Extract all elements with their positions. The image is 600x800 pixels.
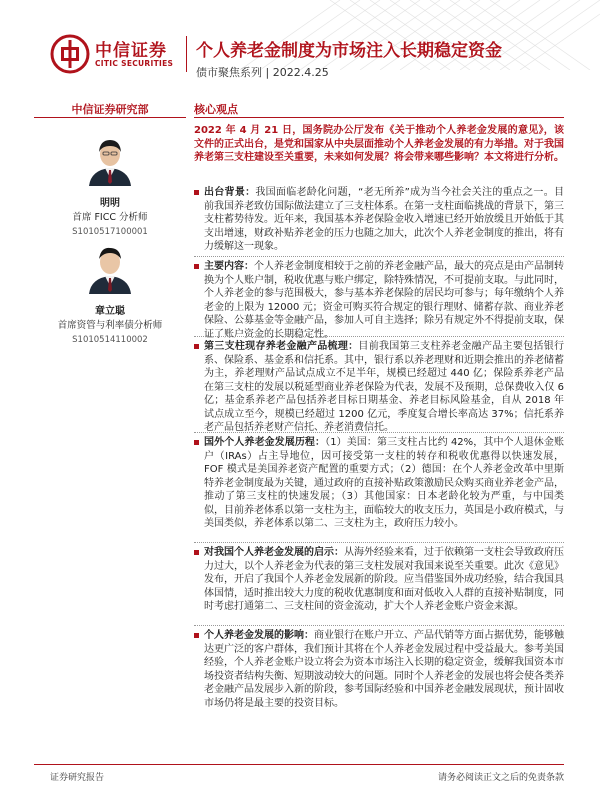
report-header — [0, 0, 600, 110]
key-point-heading: 国外个人养老金发展历程： — [204, 437, 326, 448]
key-point-text: 从海外经验来看，过于依赖第一支柱会导致政府压力过大，以个人养老金为代表的第三支柱发展对我国来说至关重要。此次《意见》发布，开启了我国个人养老金发展新的阶段。应当借鉴国外成功经验，结合我国具体国情，适时推出较大力度的税收优惠制度和面对低收入人群的直接补贴制度，同时考虑打通第二、三支柱间的资金流动，扩大个人养老金账户资金来源。 — [204, 547, 564, 612]
key-point-text: 个人养老金制度相较于之前的养老金融产品，最大的亮点是由产品制转换为个人账户制，税收优惠与账户绑定，除特殊情况，不可提前支取。与此同时，个人养老金的参与范围极大，参与基本养老保险的居民均可参与；每年缴纳个人养老金的上限为 12000 元；资金可购买符合规定的银行理财、储蓄存款、商业养老保险、公募基金等金融产品，参加人可自主选择；除另有规定外不得提前支取，保证了账户资金的长期稳定性。 — [204, 261, 564, 340]
report-meta — [196, 64, 329, 80]
key-point — [194, 340, 564, 435]
key-point-heading: 出台背景： — [204, 187, 256, 198]
footer-report-type: 证券研究报告 — [50, 773, 105, 783]
key-point-heading: 对我国个人养老金发展的启示： — [204, 547, 344, 558]
report-summary: 2022 年 4 月 21 日，国务院办公厅发布《关于推动个人养老金发展的意见》，该文件的正式出台，是党和国家从中央层面推动个人养老金发展的有力举措。对于我国养老第三支柱建设至关重要，未来如何发展？将会带来哪些影响？本文将进行分析。 — [194, 125, 564, 163]
point-divider — [194, 542, 564, 543]
analyst-name: 章立聪 — [95, 306, 125, 317]
analyst-photo — [85, 134, 135, 186]
analyst-photo — [85, 242, 135, 294]
analyst-card — [34, 134, 186, 237]
point-divider — [194, 432, 564, 433]
key-point — [194, 186, 564, 254]
bullet-marker — [194, 264, 199, 269]
footer-rule — [34, 764, 564, 765]
key-point-text: 我国面临老龄化问题，“老无所养”成为当今社会关注的重点之一。目前我国养老致仿国际做法建立了三支柱体系。在第一支柱面临挑战的背景下，第三支柱蓄势待发。近年来，我国基本养老保险金收入增速已经开始放缓且开始低于其支出增速，财政补贴养老金的压力也随之加大，此次个人养老金制度的推出，将有力缓解这一现象。 — [204, 187, 564, 252]
bullet-marker — [194, 344, 199, 349]
bullet-marker — [194, 440, 199, 445]
brand-logo — [50, 34, 180, 74]
point-divider — [194, 336, 564, 337]
right-section-rule — [194, 117, 564, 118]
key-point — [194, 260, 564, 341]
key-point — [194, 629, 564, 710]
key-point — [194, 436, 564, 531]
meta-separator: | — [265, 66, 273, 79]
analyst-role: 首席资管与利率债分析师 — [57, 320, 163, 331]
key-point-text: 目前我国第三支柱养老金融产品主要包括银行系、保险系、基金系和信托系。其中，银行系以养老理财和近期会推出的养老储蓄为主，养老理财产品试点成立不足半年，规模已经超过 440 亿；保险系养老产品在第三支柱的发展以税延型商业养老保险为代表，发展不及预期，总保费收入仅 6 亿；基金系养老产品包括养老目标日期基金、养老目标风险基金，自从 2018 年试点成立至今，规模已经超过 1200 亿元，季度复合增长率高达 37%；信托系养老产品包括养老财产信托、养老消费信托。 — [204, 341, 565, 433]
brand-name-en: CITIC SECURITIES — [95, 59, 174, 68]
analyst-card — [34, 242, 186, 345]
left-section-rule — [34, 117, 186, 118]
key-point-heading: 个人养老金发展的影响： — [204, 630, 314, 641]
core-views-heading: 核心观点 — [194, 103, 238, 116]
header-divider — [186, 36, 187, 72]
key-point-heading: 主要内容： — [204, 261, 254, 272]
bullet-marker — [194, 550, 199, 555]
analyst-license-id: S1010517100001 — [72, 227, 148, 237]
brand-name-cn: 中信证券 — [95, 41, 167, 61]
point-divider — [194, 256, 564, 257]
key-point-text: 商业银行在账户开立、产品代销等方面占据优势，能够触达更广泛的客户群体，我们预计其将在个人养老金发展过程中受益最大。参考美国经验，个人养老金账户设立将会为资本市场注入长期的稳定资金，缓解我国资本市场投资者结构失衡、短期波动较大的问题。同时个人养老金的发展也将会使各类养老金融产品发展步入新的阶段，参考国际经验和中国养老金融发展现状，预计固收市场仍将是最主要的投资目标。 — [204, 630, 564, 709]
point-divider — [194, 625, 564, 626]
research-team-heading: 中信证券研究部 — [71, 103, 149, 116]
analyst-license-id: S1010514110002 — [72, 335, 148, 345]
analyst-name: 明明 — [100, 198, 120, 209]
key-point — [194, 546, 564, 614]
key-point-heading: 第三支柱现存养老金融产品梳理： — [204, 341, 359, 352]
report-date: 2022.4.25 — [272, 66, 329, 79]
bullet-marker — [194, 633, 199, 638]
bullet-marker — [194, 190, 199, 195]
footer-disclaimer: 请务必阅读正文之后的免责条款 — [437, 773, 564, 783]
report-title: 个人养老金制度为市场注入长期稳定资金 — [196, 41, 502, 61]
analyst-role: 首席 FICC 分析师 — [72, 212, 148, 223]
citic-logo-icon — [50, 34, 90, 74]
report-series: 债市聚焦系列 — [196, 66, 262, 79]
key-point-text: （1）美国：第三支柱占比约 42%，其中个人退休金账户（IRAs）占主导地位，因可接受第一支柱的转存和税收优惠得以快速发展，FOF 模式是美国养老资产配置的重要方式；（2）德国：在个人养老金改革中里斯特养老金制度最为关键，通过政府的直接补贴政策激励民众购买商业养老金产品，推动了第三支柱的快速发展；（3）其他国家：日本老龄化较为严重，与中国类似，目前养老体系以第一支柱为主，面临较大的收支压力，英国是小政府模式，与美国类似，养老体系以第二、三支柱为主，政府压力较小。 — [204, 437, 564, 529]
